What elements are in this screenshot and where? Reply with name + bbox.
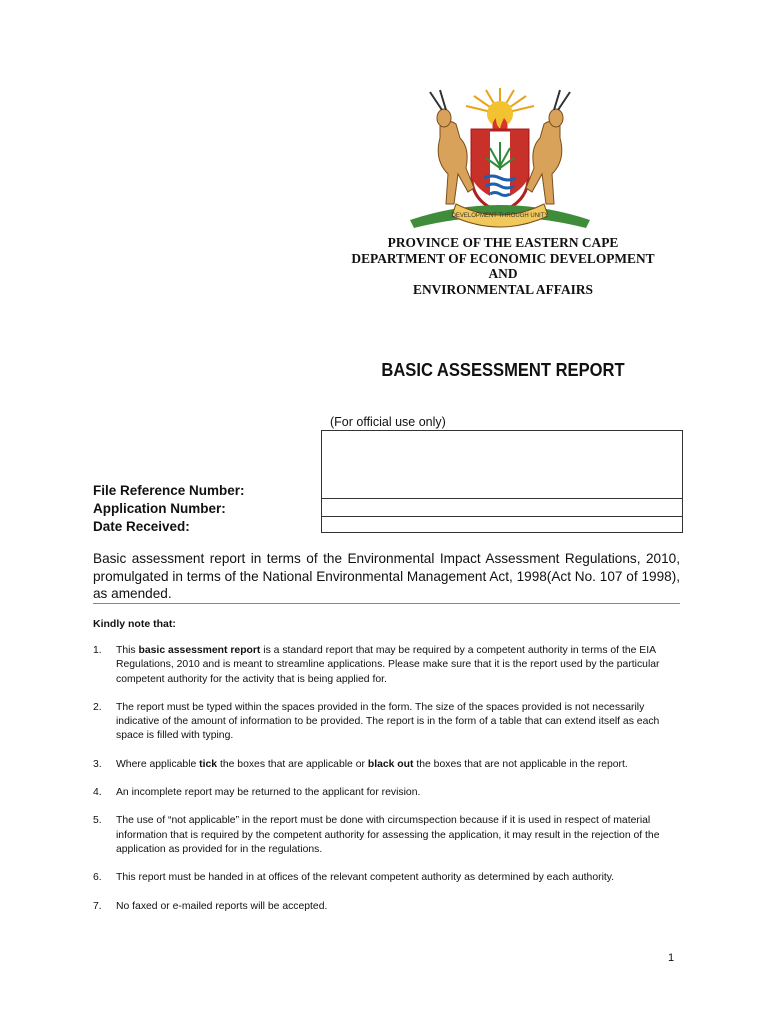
department-line: AND — [488, 266, 518, 281]
coat-of-arms-logo — [400, 86, 600, 234]
official-use-box[interactable] — [321, 430, 683, 533]
divider-line — [93, 603, 680, 604]
department-line: PROVINCE OF THE EASTERN CAPE — [387, 235, 619, 250]
intro-paragraph: Basic assessment report in terms of the Environmental Impact Assessment Regulations, 2010, promulgated in terms of the National Environmental Management Act, 1998(Act No. 107 of 1998), as amended. — [93, 551, 680, 601]
box-divider — [322, 516, 682, 517]
list-item: 2. The report must be typed within the spaces provided in the form. The size of the spaces provided is not necessarily indicative of the amount of information to be provided. The report is in the form of a table that can extend itself as each space is filled with typing. — [93, 701, 660, 742]
list-item-number: 6. — [93, 872, 102, 884]
list-item: 4. An incomplete report may be returned to the applicant for revision. — [93, 786, 680, 800]
page-number: 1 — [668, 952, 675, 964]
list-item-number: 3. — [93, 758, 102, 770]
list-item-number: 4. — [93, 787, 102, 799]
official-fields — [93, 482, 245, 536]
kindly-note-heading: Kindly note that: — [93, 618, 176, 630]
box-divider — [322, 498, 682, 499]
list-item: 7. No faxed or e-mailed reports will be accepted. — [93, 900, 680, 914]
notes-list — [93, 644, 680, 928]
list-item: 1. This basic assessment report is a standard report that may be required by a competent authority in terms of the EIA Regulations, 2010 and is meant to streamline applications. Please make sure that it is the report used by the particular competent authority for the activity that is being applied for. — [93, 645, 660, 685]
list-item-number: 1. — [93, 645, 102, 656]
list-item-number: 7. — [93, 900, 102, 912]
department-heading — [320, 235, 686, 297]
list-item-number: 5. — [93, 815, 102, 827]
file-reference-label: File Reference Number: — [93, 483, 245, 498]
application-number-label: Application Number: — [93, 501, 226, 516]
report-title: BASIC ASSESSMENT REPORT — [381, 360, 625, 380]
official-use-label: (For official use only) — [330, 415, 446, 429]
list-item: 5. The use of “not applicable” in the report must be done with circumspection because if it is used in respect of material information that is required by the competent authority for assessing the application, it may result in the rejection of the application as provided for in the regulations. — [93, 815, 660, 855]
department-line: DEPARTMENT OF ECONOMIC DEVELOPMENT — [351, 250, 655, 266]
department-line: ENVIRONMENTAL AFFAIRS — [413, 281, 593, 297]
list-item-number: 2. — [93, 701, 102, 713]
list-item: 6. This report must be handed in at offices of the relevant competent authority as determined by each authority. — [93, 871, 680, 885]
date-received-label: Date Received: — [93, 519, 190, 534]
crest-motto-text: DEVELOPMENT THROUGH UNITY — [451, 213, 549, 219]
list-item: 3. Where applicable tick the boxes that are applicable or black out the boxes that are not applicable in the report. — [93, 758, 680, 772]
